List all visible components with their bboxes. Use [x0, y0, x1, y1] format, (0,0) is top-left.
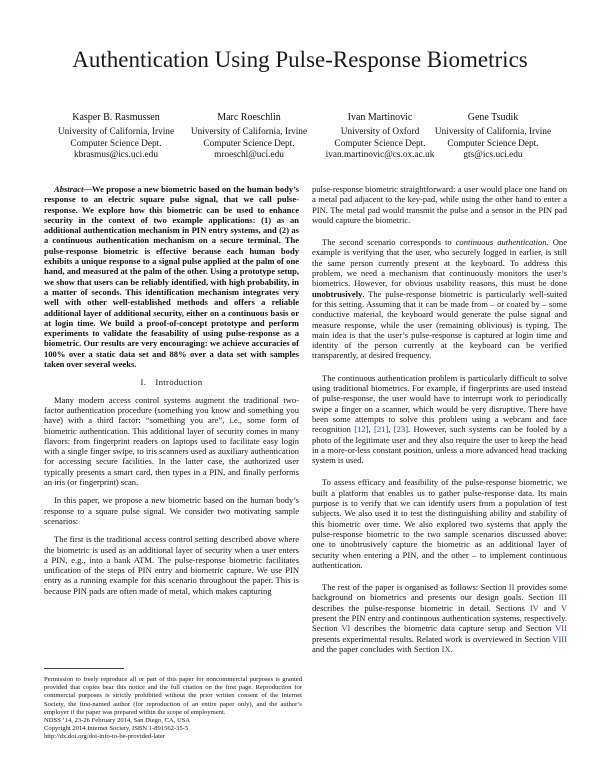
author-email: kbrasmus@ics.uci.edu [74, 150, 158, 161]
section-link[interactable]: IV [529, 602, 539, 613]
text-run: provides some background on biometrics and presents our design goals. Section [312, 582, 567, 603]
abstract-label: Abstract [54, 184, 84, 194]
author-dept: Computer Science Dept. [447, 138, 539, 149]
text-run: . [450, 643, 453, 654]
author-2 [183, 112, 315, 162]
text-run: and [538, 602, 561, 613]
text-run: The second scenario corresponds to [322, 237, 456, 248]
right-column [312, 184, 567, 662]
text-run: The continuous authentication problem is particularly difficult to solve using traditional biometrics. For example, if fingerprints are used instead of pulse-response, the user would have to interrupt work to periodically swipe a finger on a scanner, which would be very disruptive. There have been some attempts to solve this problem using a webcam and face recognition [312, 372, 567, 435]
text-run: . One example is verifying that the user, who securely logged in earlier, is still the same person currently present at the keyboard. To address this problem, we need a mechanism that continuously monitors the user’s biometrics. However, for obvious usability reasons, this must be done [312, 237, 567, 289]
right-paragraph-1: pulse-response biometric straightforward: a user would place one hand on a metal pad adjacent to the key-pad, while using the other hand to enter a PIN. The metal pad would transmit the pulse and a sensor in the PIN pad would capture the biometric. [312, 184, 567, 225]
section-link[interactable]: VII [555, 623, 567, 634]
text-run: . The pulse-response biometric is particularly well-suited for this setting. Assuming that it can be made from – or coated by – some conductive material, the keyboard would generate the pulse signal and measure response, while the user (remaining oblivious) is typing. The main idea is that the user’s pulse-response is captured at login time and identity of the person currently at the keyboard can be verified transparently, at desired frequency. [312, 288, 567, 361]
footnote-copyright: Copyright 2014 Internet Society, ISBN 1-891562-35-5 [44, 725, 189, 733]
intro-paragraph-2: In this paper, we propose a new biometric based on the human body’s response to a square pulse signal. We consider two motivating sample scenarios: [44, 495, 299, 526]
author-email: gts@ics.uci.edu [463, 150, 523, 161]
author-name: Kasper B. Rasmussen [72, 112, 160, 123]
abstract [44, 184, 299, 369]
author-name: Marc Roeschlin [217, 112, 281, 123]
author-email: mroeschl@uci.edu [214, 150, 284, 161]
citation-link[interactable]: [23] [393, 424, 409, 435]
citation-link[interactable]: [12] [354, 424, 369, 435]
text-run: describes the biometric data capture setup and Section [350, 623, 556, 634]
footnote-rule [44, 668, 124, 669]
author-affiliation: University of California, Irvine [434, 126, 552, 137]
text-run: . However, such systems can be fooled by a photo of the legitimate user and they also require the user to keep the head in a more-or-less constant position, unless a more advanced head tracking system is used. [312, 424, 568, 466]
right-paragraph-3: The continuous authentication problem is particularly difficult to solve using traditional biometrics. For example, if fingerprints are used instead of pulse-response, the user would have to interrupt work to periodically swipe a finger on a scanner, which would be very disruptive. There have been some attempts to solve this problem using a webcam and face recognition [12], [21], [23]. However, such systems can be fooled by a photo of the legitimate user and they also require the user to keep the head in a more-or-less constant position, unless a more advanced head tracking system is used. [312, 372, 568, 466]
text-run: describes the pulse-response biometric in detail. Sections [312, 602, 530, 613]
text-run: presents experimental results. Related work is overviewed in Section [312, 633, 553, 644]
author-affiliation: University of Oxford [340, 126, 420, 137]
author-dept: Computer Science Dept. [334, 138, 426, 149]
author-dept: Computer Science Dept. [203, 138, 295, 149]
citation-link[interactable]: [21] [374, 424, 389, 435]
section-link[interactable]: VIII [552, 633, 567, 644]
continuous-authentication-term: continuous authentication [455, 237, 547, 248]
author-affiliation: University of California, Irvine [57, 126, 175, 137]
section-link[interactable]: II [508, 582, 515, 593]
copyright-footnote [44, 676, 302, 742]
section-link[interactable]: V [560, 602, 567, 613]
author-name: Ivan Martinovic [347, 112, 413, 123]
text-run: present the PIN entry and continuous authentication systems, respectively. Section [312, 612, 567, 634]
section-heading-introduction: I. Introduction [140, 377, 203, 388]
abstract-text: —We propose a new biometric based on the human body’s response to an electric square pulse signal, that we call pulse-response. We explore how this biometric can be used to enhance security in the context of two example applications: (1) as an additional authentication mechanism in PIN entry systems, and (2) as a continuous authentication mechanism on a secure terminal. The pulse-response biometric is effective because each human body exhibits a unique response to a signal pulse applied at the palm of one hand, and measured at the palm of the other. Using a prototype setup, we show that users can be reliably identified, with high probability, in a matter of seconds. This identification mechanism integrates very well with other well-established methods and offers a reliable additional layer of additional security, either on a continuous basis or at login time. We build a proof-of-concept prototype and perform experiments to validate the feasability of using pulse-response as a biometric. Our results are very encouraging: we achieve accuracies of 100% over a static data set and 88% over a data set with samples taken over several weeks. [44, 184, 299, 370]
footnote-doi: http://dx.doi.org/doi-info-to-be-provided-later [44, 733, 166, 741]
author-1 [50, 112, 182, 162]
author-name: Gene Tsudik [467, 112, 519, 123]
unobtrusively-term: unobtrusively [312, 288, 363, 299]
author-dept: Computer Science Dept. [70, 138, 162, 149]
section-link[interactable]: III [558, 592, 567, 603]
footnote-permission: Permission to freely reproduce all or part of this paper for noncommercial purposes is granted provided that copies bear this notice and the full citation on the first page. Reproduction for commercial purposes is strictly prohibited without the prior written consent of the Internet Society, the first-named author (for reproduction of an entire paper only), and the author’s employer if the paper was prepared within the scope of employment. [44, 676, 302, 716]
right-paragraph-5 [312, 582, 567, 654]
author-email: ivan.martinovic@cs.ox.ac.uk [325, 150, 435, 161]
section-link[interactable]: VI [341, 623, 351, 634]
author-affiliation: University of California, Irvine [190, 126, 308, 137]
footnote-venue: NDSS ’14, 23-26 February 2014, San Diego, CA, USA [44, 717, 191, 725]
text-run: The rest of the paper is organised as follows: Section [322, 582, 509, 593]
intro-paragraph-3: The first is the traditional access control setting described above where the biometric is used as an additional layer of security when a user enters a PIN, e.g., into a bank ATM. The pulse-response biometric facilitates unification of the steps of PIN entry and biometric capture. We use PIN entry as a running example for this scenario throughout the paper. This is because PIN pads are often made of metal, which makes capturing [44, 534, 299, 596]
text-run: and the paper concludes with Section [312, 643, 442, 654]
paper-title: Authentication Using Pulse-Response Biometrics [72, 47, 528, 72]
right-paragraph-4: To assess efficacy and feasibility of the pulse-response biometric, we built a platform that enables us to gather pulse-response data. Its main purpose is to verify that we can identify users from a population of test subjects. We also used it to test the distinguishing ability and stability of this biometric over time. We also explored two systems that apply the pulse-response biometric to the two sample scenarios discussed above: one to unobtrusively capture the biometric as an additional layer of security when entering a PIN, and the other – to implement continuous authentication. [312, 477, 567, 570]
author-3 [318, 112, 442, 162]
section-link[interactable]: IX [441, 643, 451, 654]
right-paragraph-2 [312, 237, 567, 361]
left-column [44, 184, 299, 604]
intro-paragraph-1: Many modern access control systems augment the traditional two-factor authentication procedure (something you know and something you have) with a third factor: “something you are”, i.e., some form of biometric authentication. This additional layer of security comes in many flavors: from fingerprint readers on laptops used to facilitate easy login with a single finger swipe, to iris scanners used as auxiliary authentication for accessing secure facilities. In the latter case, the authorized user typically presents a smart card, then types in a PIN, and finally performs an iris (or fingerprint) scan. [44, 394, 299, 488]
author-4 [426, 112, 560, 162]
